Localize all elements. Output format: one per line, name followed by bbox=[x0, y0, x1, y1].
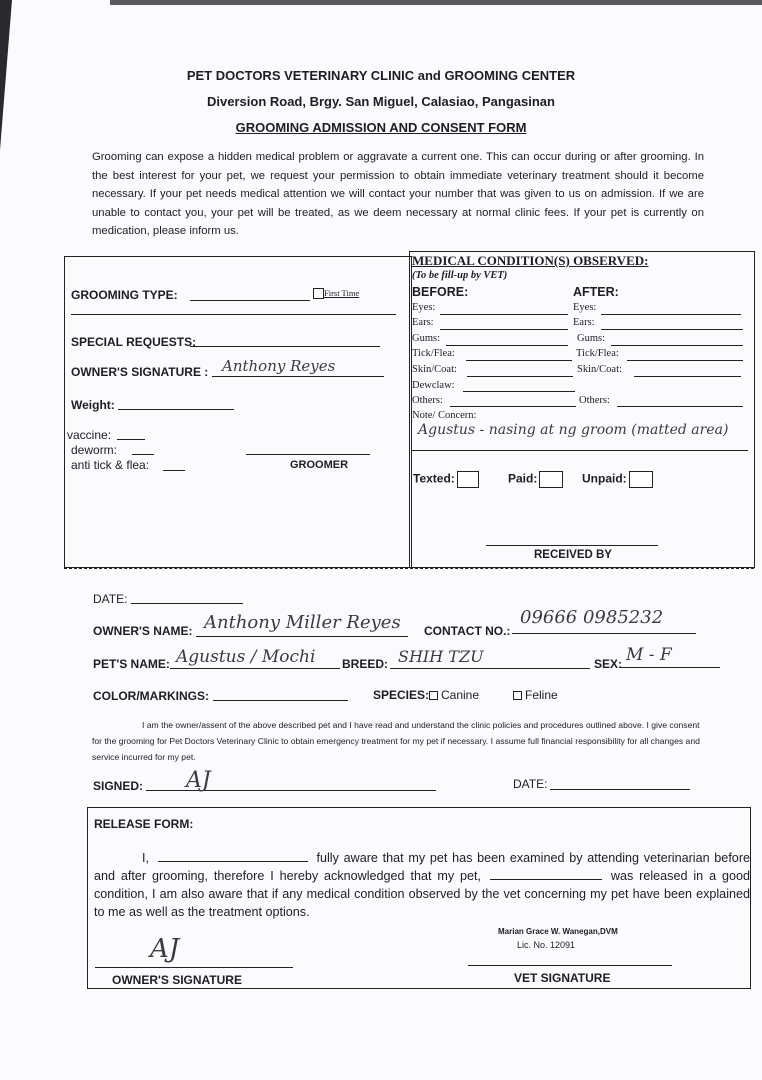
after-label: AFTER: bbox=[573, 285, 619, 299]
form-title: GROOMING ADMISSION AND CONSENT FORM bbox=[235, 120, 527, 135]
deworm-line[interactable] bbox=[132, 454, 154, 455]
groomer-line[interactable] bbox=[246, 454, 370, 455]
vet-signature-label: VET SIGNATURE bbox=[514, 971, 611, 985]
release-paragraph bbox=[94, 849, 750, 921]
received-by-line[interactable] bbox=[486, 545, 658, 546]
after-eyes-label: Eyes: bbox=[573, 302, 597, 313]
before-gums-line[interactable] bbox=[446, 345, 568, 346]
breed-value: SHIH TZU bbox=[398, 647, 484, 666]
vet-name: Marian Grace W. Wanegan,DVM bbox=[498, 927, 618, 936]
texted-field[interactable] bbox=[413, 471, 479, 488]
deworm-label: deworm: bbox=[71, 443, 118, 457]
release-owner-signature-value: AJ bbox=[150, 934, 180, 964]
canine-label: Canine bbox=[441, 688, 480, 702]
pet-name-label: PET'S NAME: bbox=[93, 657, 170, 671]
after-others-label: Others: bbox=[579, 395, 610, 406]
owner-signature-value: Anthony Reyes bbox=[222, 357, 336, 375]
date2-label: DATE: bbox=[513, 777, 548, 791]
owner-signature-line[interactable] bbox=[212, 376, 384, 377]
before-ears-label: Ears: bbox=[412, 317, 434, 328]
after-ears-line[interactable] bbox=[601, 329, 743, 330]
release-form-title: RELEASE FORM: bbox=[94, 817, 194, 831]
owner-signature-label: OWNER'S SIGNATURE : bbox=[71, 365, 209, 379]
sex-value: M - F bbox=[626, 645, 672, 665]
sex-label: SEX: bbox=[594, 657, 623, 671]
species-feline-option[interactable] bbox=[513, 688, 558, 702]
cut-line bbox=[64, 568, 754, 569]
medical-subtitle: (To be fill-up by VET) bbox=[412, 270, 508, 281]
feline-checkbox[interactable] bbox=[513, 691, 522, 700]
texted-checkbox[interactable] bbox=[457, 471, 479, 488]
feline-label: Feline bbox=[525, 688, 558, 702]
weight-label: Weight: bbox=[71, 398, 115, 412]
breed-label: BREED: bbox=[342, 657, 389, 671]
before-skin-line[interactable] bbox=[467, 376, 573, 377]
after-tick-line[interactable] bbox=[627, 360, 743, 361]
groomer-label: GROOMER bbox=[290, 459, 349, 471]
date-label: DATE: bbox=[93, 592, 128, 606]
after-gums-line[interactable] bbox=[611, 345, 743, 346]
pet-name-line[interactable] bbox=[170, 668, 340, 669]
canine-checkbox[interactable] bbox=[429, 691, 438, 700]
scan-top-strip bbox=[110, 0, 762, 5]
signed-label: SIGNED: bbox=[93, 779, 144, 793]
note-value: Agustus - nasing at ng groom (matted area) bbox=[418, 422, 729, 438]
signed-value: AJ bbox=[186, 768, 211, 793]
vaccine-label: vaccine: bbox=[67, 428, 112, 442]
date2-line[interactable] bbox=[550, 789, 690, 790]
first-time-checkbox[interactable] bbox=[313, 288, 359, 299]
paid-field[interactable] bbox=[508, 471, 563, 488]
texted-label: Texted: bbox=[413, 471, 455, 486]
before-tick-line[interactable] bbox=[466, 360, 572, 361]
checkbox-icon bbox=[313, 288, 324, 299]
after-skin-label: Skin/Coat: bbox=[577, 364, 622, 375]
after-eyes-line[interactable] bbox=[601, 314, 741, 315]
vaccine-line[interactable] bbox=[117, 439, 145, 440]
weight-line[interactable] bbox=[118, 409, 234, 410]
contact-value: 09666 0985232 bbox=[520, 607, 664, 628]
unpaid-checkbox[interactable] bbox=[629, 471, 653, 488]
vet-license: Lic. No. 12091 bbox=[517, 940, 576, 950]
special-requests-line[interactable] bbox=[190, 346, 380, 347]
note-label: Note/ Concern: bbox=[412, 410, 477, 421]
grooming-type-line-2[interactable] bbox=[71, 314, 396, 315]
release-owner-signature-line[interactable] bbox=[95, 967, 293, 968]
before-label: BEFORE: bbox=[412, 285, 469, 299]
release-part-1: I, bbox=[142, 851, 149, 865]
grooming-panel bbox=[64, 256, 412, 568]
anti-tick-label: anti tick & flea: bbox=[71, 458, 150, 472]
medical-title: MEDICAL CONDITION(S) OBSERVED: bbox=[412, 253, 649, 268]
date-line[interactable] bbox=[131, 603, 243, 604]
before-dewclaw-label: Dewclaw: bbox=[412, 380, 455, 391]
release-owner-signature-label: OWNER'S SIGNATURE bbox=[112, 973, 242, 987]
note-line[interactable] bbox=[412, 450, 748, 451]
grooming-type-line[interactable] bbox=[190, 300, 310, 301]
breed-line[interactable] bbox=[390, 668, 590, 669]
after-ears-label: Ears: bbox=[573, 317, 595, 328]
color-label: COLOR/MARKINGS: bbox=[93, 689, 209, 703]
paid-checkbox[interactable] bbox=[539, 471, 563, 488]
owner-name-line[interactable] bbox=[196, 636, 408, 637]
before-ears-line[interactable] bbox=[440, 329, 568, 330]
unpaid-label: Unpaid: bbox=[582, 471, 627, 486]
before-tick-label: Tick/Flea: bbox=[412, 348, 455, 359]
before-dewclaw-line[interactable] bbox=[463, 391, 575, 392]
before-others-label: Others: bbox=[412, 395, 443, 406]
release-part-3: was released in a good condition, I am also aware that if any medical condition observed by the vet concerning my pet have been explained to me as well as the treatment options. bbox=[94, 869, 751, 919]
consent-text: I am the owner/assent of the above described pet and I have read and understand the clinic policies and procedures outlined above. I give consent for the grooming for Pet Doctors Veterinary Clinic to obtain emergency treatment for my pet if necessary. I assume full financial responsibility for all changes and service incurred for my pet. bbox=[92, 720, 700, 762]
clinic-name: PET DOCTORS VETERINARY CLINIC and GROOMING CENTER bbox=[186, 68, 576, 83]
contact-label: CONTACT NO.: bbox=[424, 624, 511, 638]
first-time-label: First Time bbox=[324, 288, 360, 298]
release-pet-name-line[interactable] bbox=[490, 868, 602, 880]
before-eyes-label: Eyes: bbox=[412, 302, 436, 313]
clinic-address: Diversion Road, Brgy. San Miguel, Calasiao, Pangasinan bbox=[207, 94, 555, 109]
before-others-line[interactable] bbox=[450, 406, 576, 407]
release-part-2: fully aware that my pet has been examined by attending veterinarian before and after grooming, therefore I hereby acknowledged that my pet, bbox=[94, 851, 751, 883]
before-eyes-line[interactable] bbox=[440, 314, 568, 315]
sex-line[interactable] bbox=[620, 667, 720, 668]
before-gums-label: Gums: bbox=[412, 333, 441, 344]
pet-name-value: Agustus / Mochi bbox=[176, 647, 316, 667]
anti-tick-line[interactable] bbox=[163, 470, 185, 471]
after-others-line[interactable] bbox=[617, 406, 743, 407]
vet-signature-line[interactable] bbox=[468, 965, 672, 966]
after-gums-label: Gums: bbox=[577, 333, 606, 344]
owner-name-value: Anthony Miller Reyes bbox=[204, 612, 401, 633]
after-skin-line[interactable] bbox=[634, 376, 741, 377]
received-by-label: RECEIVED BY bbox=[534, 549, 612, 561]
before-skin-label: Skin/Coat: bbox=[412, 364, 457, 375]
release-owner-name-line[interactable] bbox=[158, 850, 308, 862]
contact-line[interactable] bbox=[512, 633, 696, 634]
species-canine-option[interactable] bbox=[429, 688, 479, 702]
color-line[interactable] bbox=[213, 700, 348, 701]
grooming-type-label: GROOMING TYPE: bbox=[71, 288, 178, 302]
intro-paragraph: Grooming can expose a hidden medical problem or aggravate a current one. This can occur during or after grooming. In the best interest for your pet, we request your permission to obtain immediate veterinary treatment should it become necessary. If your pet needs medical attention we will contact your number that was given to us on admission. If we are unable to contact you, your pet will be treated, as we deem necessary at normal clinic fees. If your pet is currently on medication, please inform us. bbox=[92, 151, 704, 237]
after-tick-label: Tick/Flea: bbox=[576, 348, 619, 359]
unpaid-field[interactable] bbox=[582, 471, 653, 488]
special-requests-label: SPECIAL REQUESTS: bbox=[71, 335, 197, 349]
species-label: SPECIES: bbox=[373, 688, 430, 702]
paid-label: Paid: bbox=[508, 471, 538, 486]
owner-name-label: OWNER'S NAME: bbox=[93, 624, 193, 638]
